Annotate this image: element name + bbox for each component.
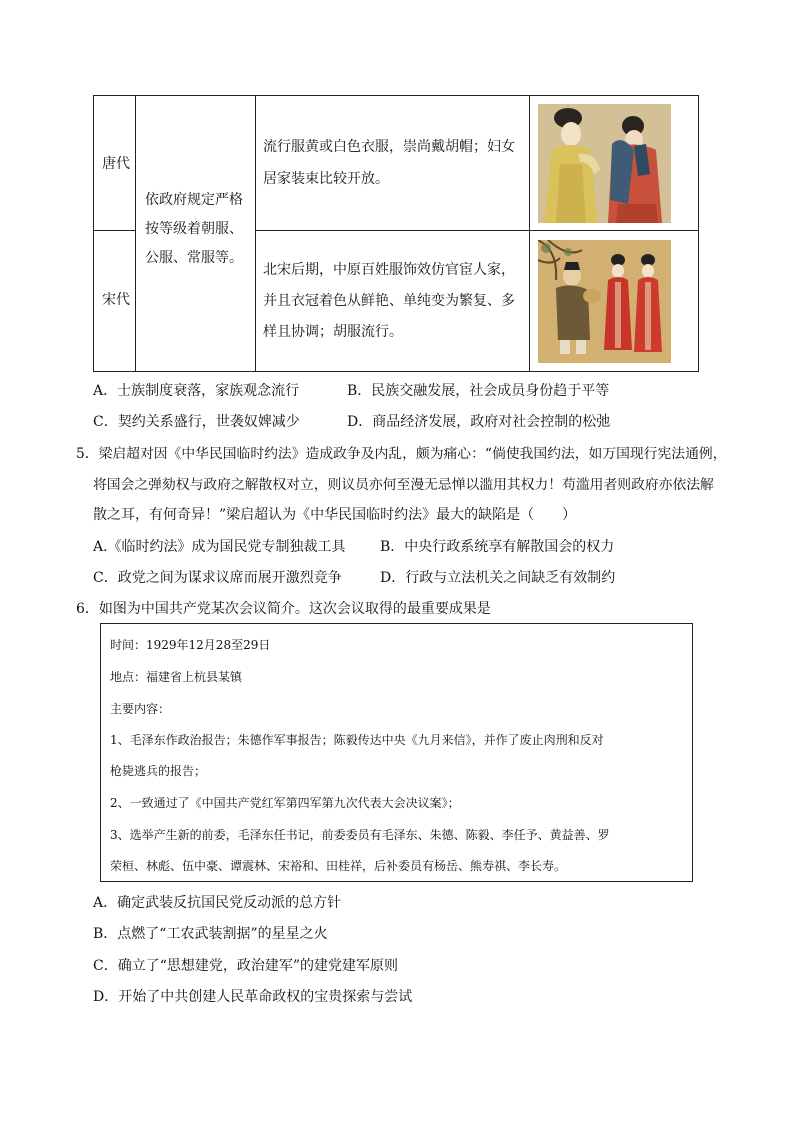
q6-option-a: A．确定武装反抗国民党反动派的总方针 [93, 895, 342, 911]
meeting-content-heading: 主要内容： [110, 702, 171, 716]
q5-option-b: B．中央行政系统享有解散国会的权力 [380, 539, 615, 555]
song-painting-image [538, 240, 671, 363]
q6-stem: 6．如图为中国共产党某次会议简介。这次会议取得的最重要成果是 [76, 601, 491, 617]
rule-line: 公服、常服等。 [145, 250, 243, 266]
q5-stem-line: 将国会之弹劾权与政府之解散权对立，则议员亦何至漫无忌惮以滥用其权力！苟滥用者则政府亦依法解 [93, 477, 714, 493]
q5-stem-line: 5．梁启超对因《中华民国临时约法》造成政争及内乱，颇为痛心：“倘使我国约法，如万国现行宪法通例， [76, 446, 727, 462]
meeting-content-line: 荣桓、林彪、伍中豪、谭震林、宋裕和、田桂祥，后补委员有杨岳、熊寿祺、李长寿。 [110, 859, 567, 873]
description-line: 北宋后期，中原百姓服饰效仿官宦人家， [263, 262, 515, 278]
q5-option-c: C．政党之间为谋求议席而展开激烈竞争 [93, 570, 342, 586]
description-line: 样且协调；胡服流行。 [263, 324, 403, 340]
q4-option-c: C．契约关系盛行，世袭奴婢减少 [93, 414, 300, 430]
q6-option-d: D．开始了中共创建人民革命政权的宝贵探索与尝试 [93, 989, 413, 1005]
meeting-content-line: 枪毙逃兵的报告； [110, 764, 207, 778]
description-line: 居家装束比较开放。 [263, 171, 389, 187]
q4-option-b: B．民族交融发展，社会成员身份趋于平等 [347, 383, 610, 399]
q5-stem-line: 散之耳，有何奇异！”梁启超认为《中华民国临时约法》最大的缺陷是（ ） [93, 507, 577, 523]
meeting-info-box [100, 623, 693, 882]
tang-painting-image [538, 104, 671, 223]
description-line: 并且衣冠着色从鲜艳、单纯变为繁复、多 [263, 293, 515, 309]
q6-option-c: C．确立了“思想建党，政治建军”的建党建军原则 [93, 958, 399, 974]
dynasty-tang: 唐代 [102, 156, 130, 172]
meeting-time: 时间：1929年12月28至29日 [110, 638, 271, 652]
rule-line: 按等级着朝服、 [145, 221, 243, 237]
q4-option-d: D．商品经济发展，政府对社会控制的松弛 [347, 414, 611, 430]
meeting-content-line: 3、选举产生新的前委，毛泽东任书记，前委委员有毛泽东、朱德、陈毅、李任予、黄益善、罗 [110, 828, 610, 842]
description-line: 流行服黄或白色衣服，崇尚戴胡帽；妇女 [263, 139, 515, 155]
q6-option-b: B．点燃了“工农武装割据”的星星之火 [93, 926, 328, 942]
q5-option-a: A.《临时约法》成为国民党专制独裁工具 [93, 539, 346, 555]
meeting-content-line: 2、一致通过了《中国共产党红军第四军第九次代表大会决议案》； [110, 796, 460, 810]
meeting-location: 地点：福建省上杭县某镇 [110, 670, 243, 684]
meeting-content-line: 1、毛泽东作政治报告；朱德作军事报告；陈毅传达中央《九月来信》，并作了废止肉刑和反对 [110, 733, 604, 747]
q5-option-d: D．行政与立法机关之间缺乏有效制约 [380, 570, 616, 586]
rule-line: 依政府规定严格 [145, 192, 243, 208]
q4-option-a: A．士族制度衰落，家族观念流行 [93, 383, 300, 399]
dynasty-song: 宋代 [102, 292, 130, 308]
